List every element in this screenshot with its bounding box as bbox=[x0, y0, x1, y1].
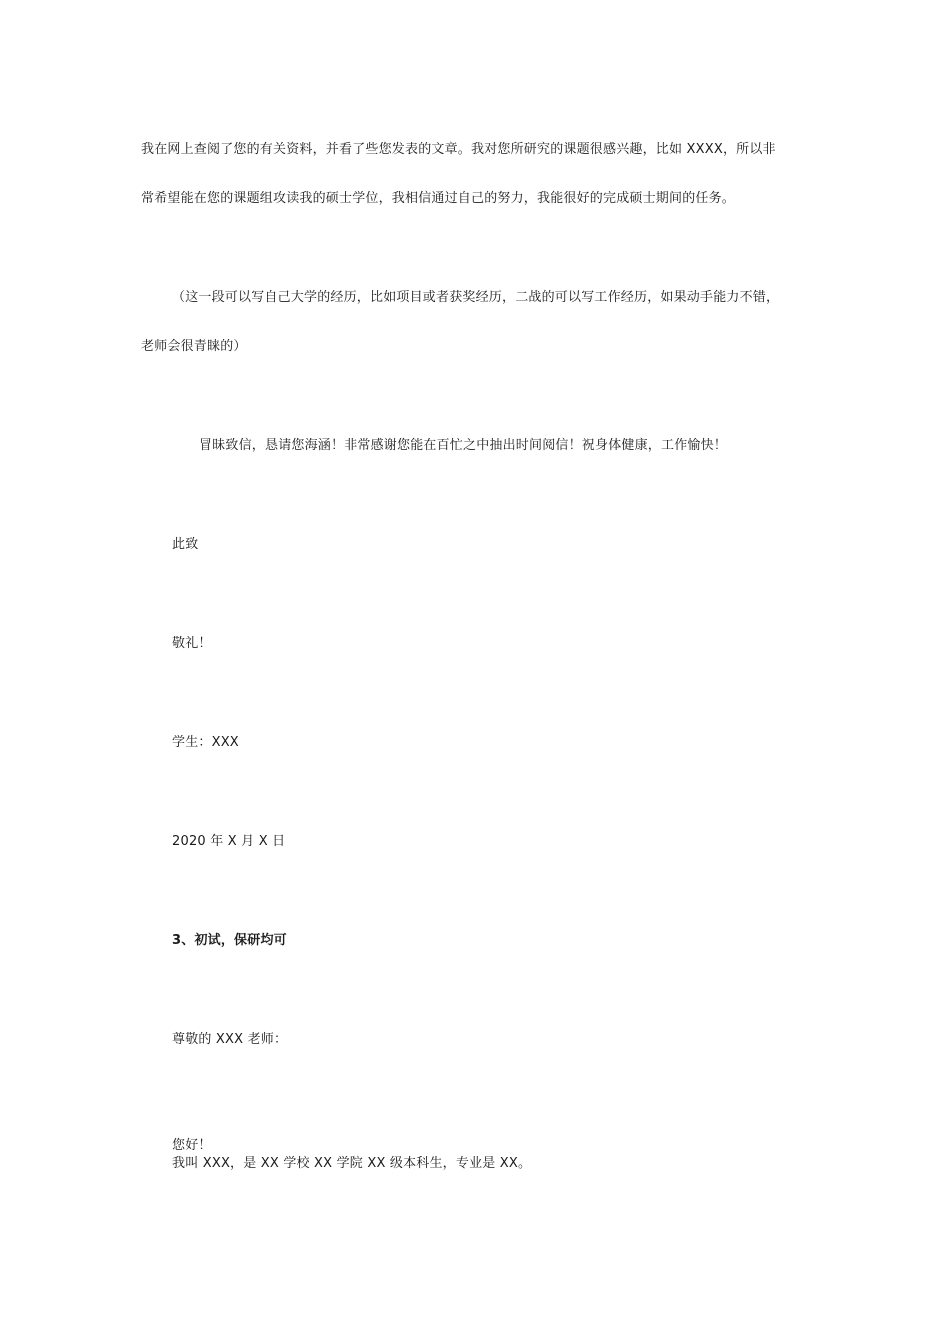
salutation-close: 此致 bbox=[172, 537, 199, 552]
date: 2020 年 X 月 X 日 bbox=[172, 834, 286, 849]
intro: 我叫 XXX，是 XX 学校 XX 学院 XX 级本科生，专业是 XX。 bbox=[172, 1156, 532, 1171]
regards: 敬礼！ bbox=[172, 636, 212, 651]
signature: 学生：XXX bbox=[172, 735, 239, 750]
para1-line2: 常希望能在您的课题组攻读我的硕士学位，我相信通过自己的努力，我能很好的完成硕士期间的任务。 bbox=[141, 191, 736, 206]
closing-paragraph: 冒昧致信，恳请您海涵！非常感谢您能在百忙之中抽出时间阅信！祝身体健康，工作愉快！ bbox=[199, 438, 728, 453]
greeting-to: 尊敬的 XXX 老师： bbox=[172, 1032, 288, 1047]
section-heading: 3、初试，保研均可 bbox=[172, 933, 287, 948]
para1-line1: 我在网上查阅了您的有关资料，并看了些您发表的文章。我对您所研究的课题很感兴趣，比如 XXXX，所以非 bbox=[141, 142, 776, 157]
hello: 您好！ bbox=[172, 1138, 212, 1153]
para2-line1: （这一段可以写自己大学的经历，比如项目或者获奖经历，二战的可以写工作经历，如果动手能力不错， bbox=[172, 290, 780, 305]
para2-line2: 老师会很青睐的） bbox=[141, 339, 247, 354]
